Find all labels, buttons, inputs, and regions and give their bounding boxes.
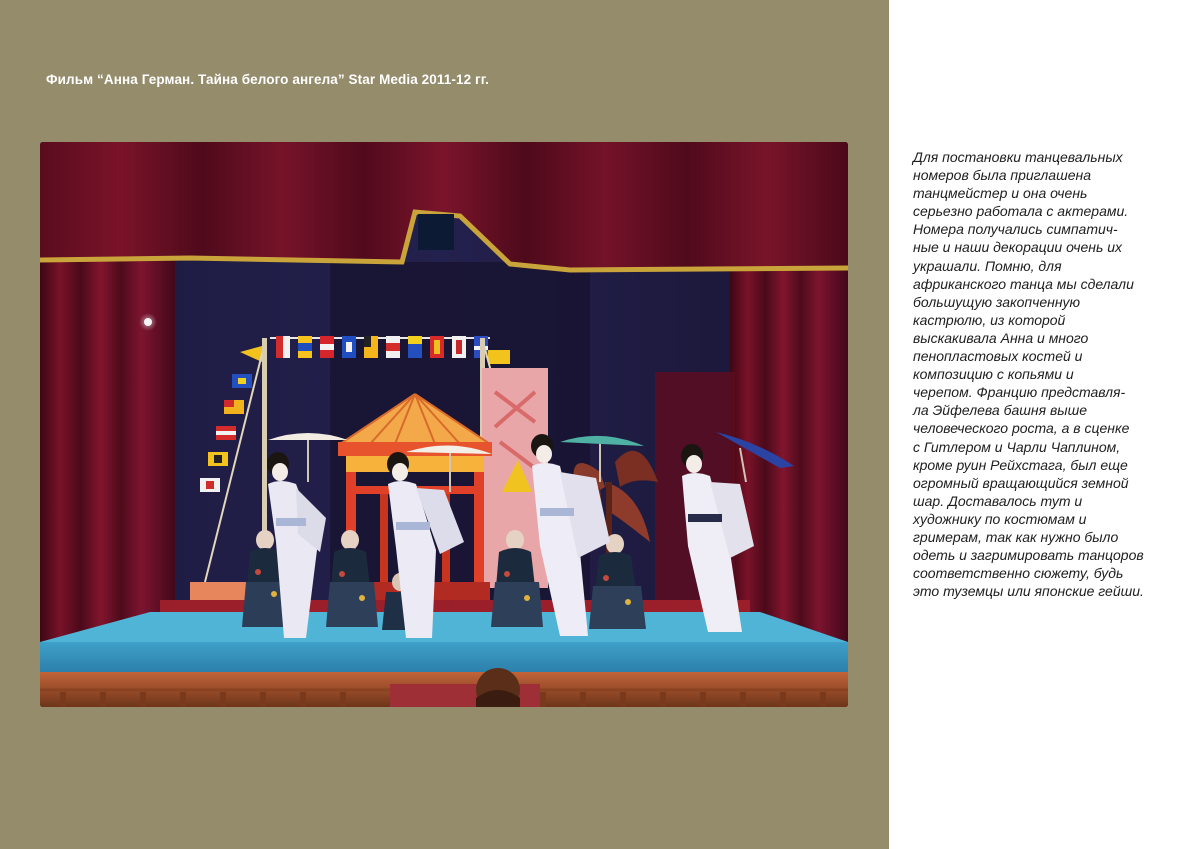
description-line: композицию с копьями и <box>913 366 1074 383</box>
curtain-left <box>40 252 175 652</box>
description-line: серьезно работала с актерами. <box>913 203 1129 220</box>
description-line: с Гитлером и Чарли Чаплином, <box>913 438 1121 455</box>
description-line: номеров была приглашена <box>913 167 1091 184</box>
description-line: черепом. Францию представля- <box>913 384 1126 401</box>
curtain-right <box>730 252 848 652</box>
description-line: африканского танца мы сделали <box>913 275 1134 292</box>
caption: Фильм “Анна Герман. Тайна белого ангела” Star Media 2011-12 гг. <box>46 72 489 87</box>
right-panel <box>889 0 1200 849</box>
description-line: украшали. Помню, для <box>913 257 1062 274</box>
description-line: огромный вращающийся земной <box>913 474 1129 491</box>
description-line: это туземцы или японские гейши. <box>913 583 1144 600</box>
description-line: кроме руин Рейхстага, был еще <box>913 456 1128 473</box>
description-line: человеческого роста, а в сценке <box>913 420 1130 437</box>
stage-photo <box>40 142 848 707</box>
description-line: выскакивала Анна и много <box>913 329 1089 346</box>
description-line: пенопластовых костей и <box>913 348 1083 365</box>
stage-floor <box>40 642 848 674</box>
description-line: большущую закопченную <box>913 293 1081 310</box>
description-line: художнику по костюмам и <box>913 510 1087 527</box>
description-line: гримерам, так как нужно было <box>913 528 1119 545</box>
description-line: соответственно сюжету, будь <box>913 565 1124 582</box>
description-line: шар. Доставалось тут и <box>913 492 1083 509</box>
description-line: Номера получались симпатич- <box>913 221 1118 238</box>
description-line: танцмейстер и она очень <box>913 185 1088 202</box>
description-line: Для постановки танцевальных <box>913 149 1123 165</box>
description-text <box>913 148 1193 600</box>
description-line: ла Эйфелева башня выше <box>913 402 1087 419</box>
description-line: ные и наши декорации очень их <box>913 239 1123 256</box>
description-line: кастрюлю, из которой <box>913 311 1066 328</box>
description-line: одеть и загримировать танцоров <box>913 547 1144 564</box>
